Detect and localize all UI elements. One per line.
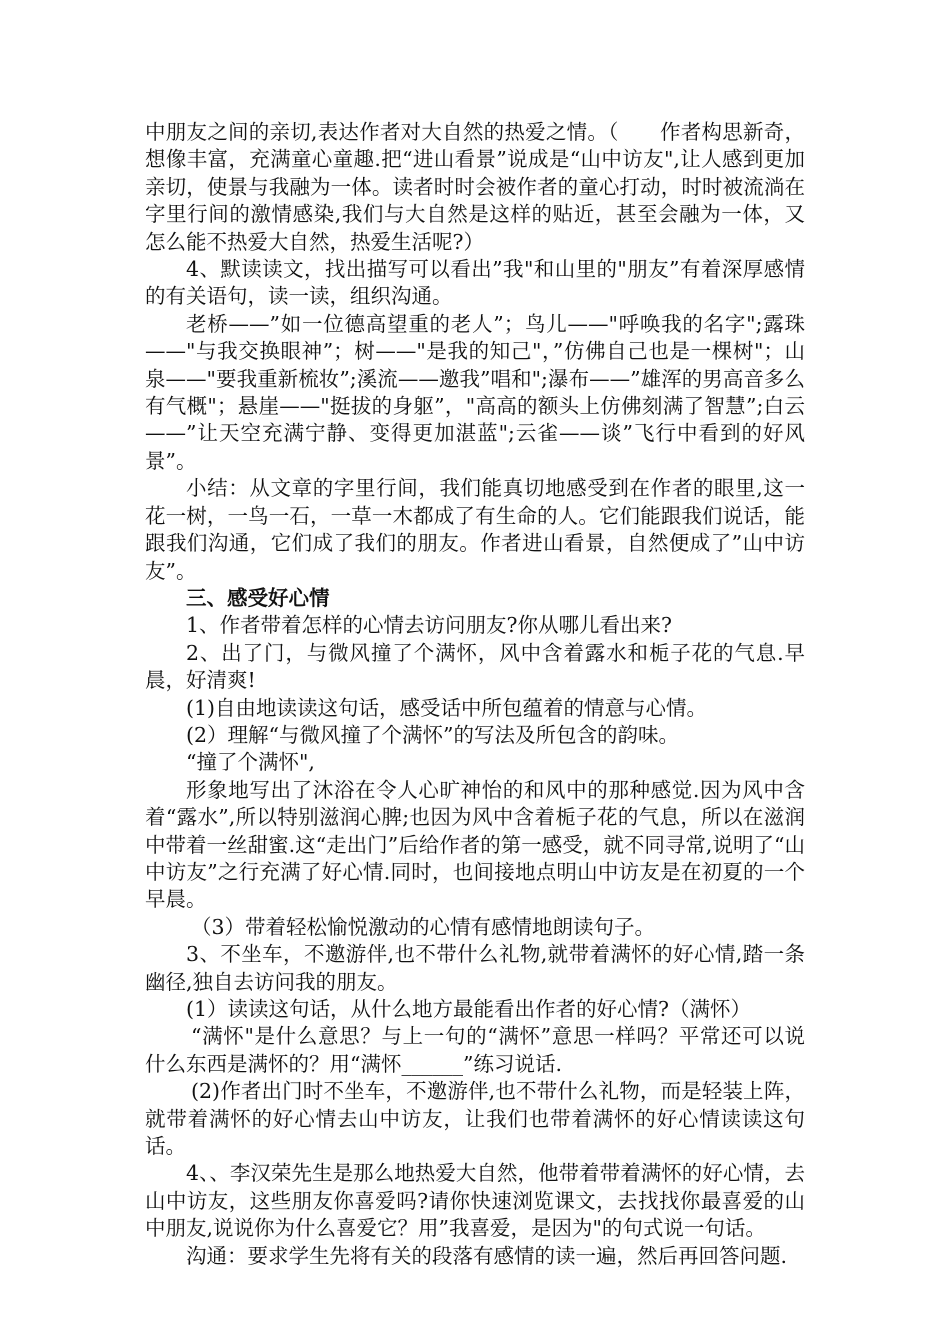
paragraph: (1）读读这句话，从什么地方最能看出作者的好心情?（满怀）: [186, 997, 752, 1021]
paragraph: 1、作者带着怎样的心情去访问朋友?你从哪儿看出来?: [186, 613, 673, 638]
paragraph: 老桥——”如一位德高望重的老人”；鸟儿——"呼唤我的名字";露珠——"与我交换眼神”；树——"是我的知己"，”仿佛自己也是一棵树"；山泉——"要我重新梳妆”;溪流——邀我”唱和";瀑布——”雄浑的男高音多么有气概"；悬崖——"挺拔的身躯”，"高高的额头上仿佛刻满了智慧”;白云——”让天空充满宁静、变得更加湛蓝";云雀——谈”飞行中看到的好风景”。: [145, 311, 805, 473]
paragraph: “满怀"是什么意思？与上一句的“满怀”意思一样吗？平常还可以说什么东西是满怀的？用“满怀______”练习说话.: [145, 1024, 805, 1076]
paragraph: (2）理解“与微风撞了个满怀”的写法及所包含的韵味。: [186, 722, 679, 747]
paragraph: 3、不坐车，不邀游伴,也不带什么礼物,就带着满怀的好心情,踏一条幽径,独自去访问我的朋友。: [145, 942, 805, 994]
paragraph: 小结：从文章的字里行间，我们能真切地感受到在作者的眼里,这一花一树，一鸟一石，一草一木都成了有生命的人。它们能跟我们说话，能跟我们沟通，它们成了我们的朋友。作者进山看景，自然便成了”山中访友”。: [145, 476, 805, 583]
paragraph: “撞了个满怀",: [186, 750, 315, 775]
document-body: [145, 119, 805, 1270]
paragraph: 形象地写出了沐浴在令人心旷神怡的和风中的那种感觉.因为风中含着“露水”,所以特别滋润心脾;也因为风中含着栀子花的气息，所以在滋润中带着一丝甜蜜.这“走出门”后给作者的第一感受，就不同寻常,说明了“山中访友”之行充满了好心情.同时，也间接地点明山中访友是在初夏的一个早晨。: [145, 777, 805, 912]
paragraph: （3）带着轻松愉悦激动的心情有感情地朗读句子。: [191, 914, 656, 939]
section-heading: 三、感受好心情: [186, 585, 330, 610]
paragraph: 2、出了门，与微风撞了个满怀，风中含着露水和栀子花的气息.早晨，好清爽!: [145, 640, 805, 693]
paragraph: (2)作者出门时不坐车，不邀游伴,也不带什么礼物，而是轻装上阵，就带着满怀的好心情去山中访友，让我们也带着满怀的好心情读读这句话。: [145, 1079, 805, 1159]
paragraph: (1)自由地读读这句话，感受话中所包蕴着的情意与心情。: [186, 695, 708, 720]
paragraph: 沟通：要求学生先将有关的段落有感情的读一遍，然后再回答问题.: [186, 1243, 788, 1268]
paragraph: 中朋友之间的亲切,表达作者对大自然的热爱之情。（ 作者构思新奇，想像丰富，充满童心童趣.把“进山看景”说成是“山中访友",让人感到更加亲切，使景与我融为一体。读者时时会被作者的童心打动，时时被流淌在字里行间的激情感染,我们与大自然是这样的贴近，甚至会融为一体，又怎么能不热爱大自然，热爱生活呢?）: [145, 120, 805, 254]
paragraph: 4、、李汉荣先生是那么地热爱大自然，他带着带着满怀的好心情，去山中访友，这些朋友你喜爱吗?请你快速浏览课文，去找找你最喜爱的山中朋友,说说你为什么喜爱它？用”我喜爱，是因为"的句式说一句话。: [145, 1161, 805, 1241]
paragraph: 4、默读读文，找出描写可以看出”我"和山里的"朋友”有着深厚感情的有关语句，读一读，组织沟通。: [145, 257, 805, 309]
